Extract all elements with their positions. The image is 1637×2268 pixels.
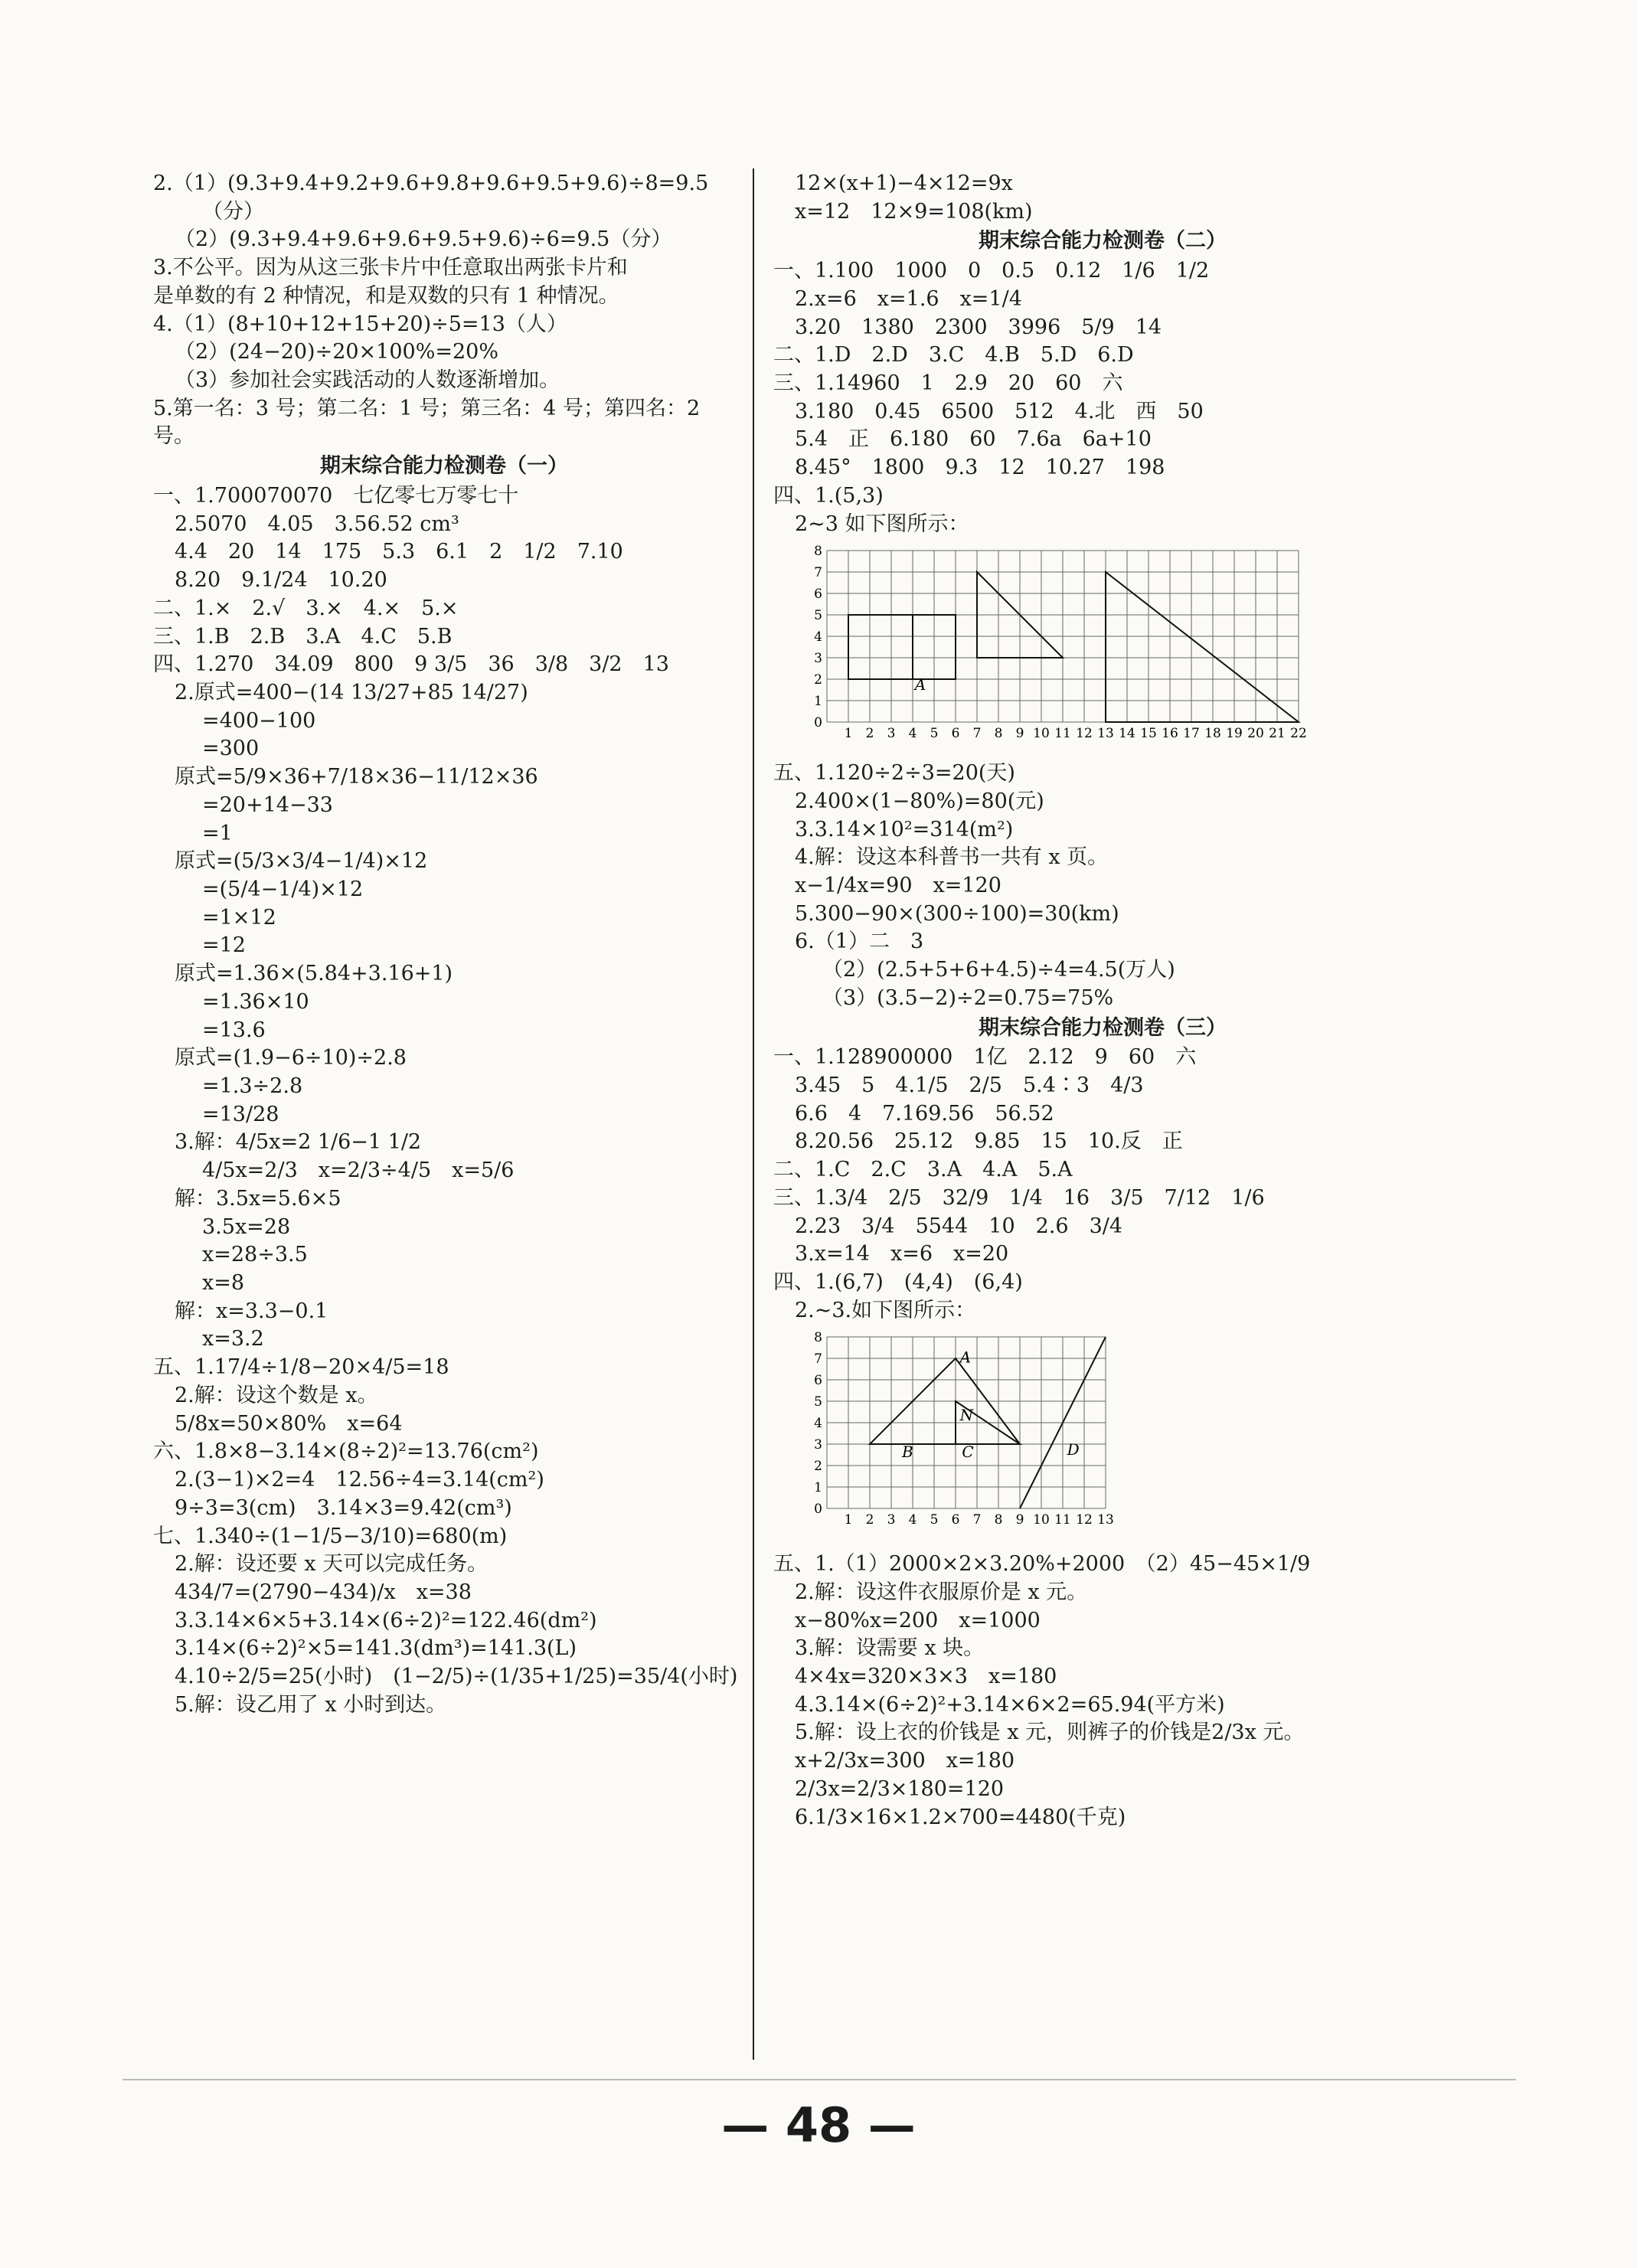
x-tick-label: 6 (951, 726, 960, 742)
answer-line: 3.20 1380 2300 3996 5/9 14 (795, 315, 1162, 339)
answer-line: x−1/4x=90 x=120 (795, 873, 1001, 897)
answer-line: 3.45 5 4.1/5 2/5 5.4∶3 4/3 (795, 1073, 1144, 1097)
answer-line: =13.6 (202, 1018, 266, 1042)
answer-line: 4/5x=2/3 x=2/3÷4/5 x=5/6 (202, 1159, 515, 1183)
point-label: A (914, 675, 926, 694)
answer-line: =20+14−33 (202, 792, 333, 817)
y-tick-label: 3 (814, 1437, 822, 1453)
y-tick-label: 7 (814, 1351, 822, 1368)
answer-line: （3）(3.5−2)÷2=0.75=75% (822, 985, 1114, 1010)
answer-line: 六、1.8×8−3.14×(8÷2)²=13.76(cm²) (153, 1440, 539, 1464)
x-tick-label: 20 (1247, 726, 1264, 742)
answer-line: 五、1.（1）2000×2×3.20%+2000 （2）45−45×1/9 (773, 1552, 1311, 1577)
x-tick-label: 10 (1033, 726, 1050, 742)
y-tick-label: 4 (814, 1416, 822, 1432)
answer-line: 3.3.14×6×5+3.14×(6÷2)²=122.46(dm²) (175, 1608, 597, 1632)
left-column (153, 170, 738, 1720)
answer-line: 5.解：设乙用了 x 小时到达。 (175, 1692, 447, 1717)
y-tick-label: 0 (814, 715, 822, 731)
answer-line: 4.解：设这本科普书一共有 x 页。 (795, 845, 1109, 870)
answer-line: 2.5070 4.05 3.56.52 cm³ (175, 511, 459, 536)
answer-line: 三、1.B 2.B 3.A 4.C 5.B (153, 624, 453, 649)
answer-line: =1.36×10 (202, 989, 309, 1014)
section-title: 期末综合能力检测卷（一） (320, 454, 568, 479)
figure-shape (1106, 572, 1299, 722)
answer-line: x+2/3x=300 x=180 (795, 1749, 1015, 1773)
answer-line: 原式=5/9×36+7/18×36−11/12×36 (175, 765, 538, 789)
answer-line: 四、1.270 34.09 800 9 3/5 36 3/8 3/2 13 (153, 652, 669, 677)
answer-line: 原式=(5/3×3/4−1/4)×12 (175, 849, 428, 874)
answer-line: 2.解：设这件衣服原价是 x 元。 (795, 1580, 1088, 1604)
answer-line: 一、1.700070070 七亿零七万零七十 (153, 483, 519, 508)
answer-line: 2.x=6 x=1.6 x=1/4 (795, 286, 1022, 311)
answer-line: 4.4 20 14 175 5.3 6.1 2 1/2 7.10 (175, 540, 623, 564)
answer-line: 2.解：设还要 x 天可以完成任务。 (175, 1552, 488, 1577)
y-tick-label: 1 (814, 694, 822, 710)
point-label: A (959, 1348, 972, 1368)
answer-line: 3.解：设需要 x 块。 (795, 1636, 985, 1661)
answer-line: 3.x=14 x=6 x=20 (795, 1242, 1009, 1266)
answer-line: 6.1/3×16×1.2×700=4480(千克) (795, 1805, 1126, 1829)
answer-line: 8.45° 1800 9.3 12 10.27 198 (795, 456, 1165, 480)
answer-line: 4.3.14×(6÷2)²+3.14×6×2=65.94(平方米) (795, 1692, 1225, 1717)
answer-line: 原式=1.36×(5.84+3.16+1) (175, 962, 453, 986)
x-tick-label: 3 (887, 1512, 896, 1528)
answer-line: 5.300−90×(300÷100)=30(km) (795, 901, 1119, 926)
answer-line: 二、1.× 2.√ 3.× 4.× 5.× (153, 596, 459, 620)
x-tick-label: 14 (1119, 726, 1135, 742)
x-tick-label: 21 (1269, 726, 1286, 742)
x-tick-label: 7 (972, 1512, 982, 1528)
answer-line: 三、1.3/4 2/5 32/9 1/4 16 3/5 7/12 1/6 (773, 1185, 1265, 1210)
x-tick-label: 13 (1097, 726, 1114, 742)
figure-shape (848, 615, 913, 679)
answer-line: （分） (202, 199, 264, 224)
answer-line: （3）参加社会实践活动的人数逐渐增加。 (175, 368, 560, 393)
coordinate-grid-1 (805, 544, 1341, 745)
y-tick-label: 4 (814, 629, 822, 645)
y-tick-label: 6 (814, 1373, 822, 1389)
y-tick-label: 2 (814, 1459, 822, 1475)
answer-line: x=8 (202, 1271, 245, 1296)
answer-line: =300 (202, 737, 260, 761)
x-tick-label: 16 (1162, 726, 1178, 742)
y-tick-label: 3 (814, 651, 822, 667)
x-tick-label: 15 (1140, 726, 1157, 742)
answer-line: 七、1.340÷(1−1/5−3/10)=680(m) (153, 1524, 508, 1548)
x-tick-label: 2 (865, 726, 874, 742)
section-title: 期末综合能力检测卷（三） (979, 1015, 1227, 1040)
x-tick-label: 13 (1097, 1512, 1114, 1528)
point-label: C (962, 1443, 974, 1462)
answer-line: =1.3÷2.8 (202, 1074, 303, 1098)
answer-line: 二、1.C 2.C 3.A 4.A 5.A (773, 1158, 1073, 1182)
answer-line: 5/8x=50×80% x=64 (175, 1411, 403, 1436)
answer-line: 5.4 正 6.180 60 7.6a 6a+10 (795, 427, 1152, 452)
x-tick-label: 8 (994, 726, 1003, 742)
point-label: D (1067, 1440, 1080, 1459)
answer-line: 6.6 4 7.169.56 56.52 (795, 1101, 1054, 1126)
answer-line: =13/28 (202, 1102, 279, 1126)
answer-line: 是单数的有 2 种情况，和是双数的只有 1 种情况。 (153, 283, 619, 308)
answer-line: 3.解：4/5x=2 1/6−1 1/2 (175, 1130, 422, 1155)
footer-rule (123, 2079, 1516, 2080)
answer-line: 解：x=3.3−0.1 (175, 1299, 328, 1323)
answer-line: 2.~3.如下图所示： (795, 1298, 976, 1322)
y-tick-label: 1 (814, 1480, 822, 1496)
answer-line: 2~3 如下图所示： (795, 511, 969, 536)
x-tick-label: 4 (908, 726, 917, 742)
answer-line: =12 (202, 933, 246, 958)
x-tick-label: 17 (1183, 726, 1200, 742)
point-label: B (902, 1443, 913, 1462)
x-tick-label: 1 (844, 1512, 853, 1528)
section-title: 期末综合能力检测卷（二） (979, 229, 1227, 253)
answer-line: 原式=(1.9−6÷10)÷2.8 (175, 1046, 407, 1070)
x-tick-label: 10 (1033, 1512, 1050, 1528)
answer-line: 3.3.14×10²=314(m²) (795, 817, 1014, 842)
x-tick-label: 9 (1015, 1512, 1024, 1528)
answer-line: 4×4x=320×3×3 x=180 (795, 1665, 1057, 1689)
x-tick-label: 18 (1204, 726, 1221, 742)
answer-line: 一、1.100 1000 0 0.5 0.12 1/6 1/2 (773, 259, 1210, 283)
answer-line: （2）(2.5+5+6+4.5)÷4=4.5(万人) (822, 958, 1175, 982)
point-label: N (959, 1406, 974, 1425)
answer-line: 号。 (153, 424, 194, 449)
x-tick-label: 6 (951, 1512, 960, 1528)
answer-line: 6.（1）二 3 (795, 930, 924, 954)
answer-line: 9÷3=3(cm) 3.14×3=9.42(cm³) (175, 1495, 512, 1520)
answer-line: 3.不公平。因为从这三张卡片中任意取出两张卡片和 (153, 256, 628, 280)
x-tick-label: 4 (908, 1512, 917, 1528)
coordinate-grid-2 (805, 1331, 1127, 1536)
x-tick-label: 3 (887, 726, 896, 742)
answer-line: 5.解：设上衣的价钱是 x 元，则裤子的价钱是2/3x 元。 (795, 1721, 1305, 1745)
x-tick-label: 8 (994, 1512, 1003, 1528)
answer-line: （2）(9.3+9.4+9.6+9.6+9.5+9.6)÷6=9.5（分） (175, 227, 672, 252)
answer-line: =400−100 (202, 708, 316, 733)
answer-line: 4.10÷2/5=25(小时) (1−2/5)÷(1/35+1/25)=35/4(小时) (175, 1665, 738, 1689)
answer-line: 2/3x=2/3×180=120 (795, 1776, 1005, 1801)
x-tick-label: 12 (1076, 726, 1093, 742)
answer-line: 2.原式=400−(14 13/27+85 14/27) (175, 680, 528, 704)
x-tick-label: 22 (1290, 726, 1307, 742)
answer-line: 3.5x=28 (202, 1214, 291, 1239)
y-tick-label: 8 (814, 1331, 822, 1346)
x-tick-label: 7 (972, 726, 982, 742)
x-tick-label: 9 (1015, 726, 1024, 742)
x-tick-label: 11 (1054, 726, 1071, 742)
y-tick-label: 0 (814, 1502, 822, 1518)
answer-line: 四、1.(6,7) (4,4) (6,4) (773, 1270, 1023, 1294)
answer-line: x−80%x=200 x=1000 (795, 1608, 1041, 1632)
x-tick-label: 11 (1054, 1512, 1071, 1528)
y-tick-label: 5 (814, 608, 822, 624)
answer-line: x=28÷3.5 (202, 1243, 308, 1267)
column-divider (753, 168, 754, 2060)
y-tick-label: 5 (814, 1394, 822, 1410)
answer-line: 三、1.14960 1 2.9 20 60 六 (773, 371, 1123, 396)
answer-line: 434/7=(2790−434)/x x=38 (175, 1580, 472, 1604)
y-tick-label: 8 (814, 544, 822, 560)
answer-line: 2.(3−1)×2=4 12.56÷4=3.14(cm²) (175, 1468, 544, 1492)
answer-line: 2.23 3/4 5544 10 2.6 3/4 (795, 1214, 1123, 1238)
y-tick-label: 7 (814, 565, 822, 581)
page-number: — 48 — (721, 2097, 916, 2153)
answer-line: =1×12 (202, 905, 276, 930)
x-tick-label: 12 (1076, 1512, 1093, 1528)
answer-line: 3.180 0.45 6500 512 4.北 西 50 (795, 399, 1204, 423)
y-tick-label: 2 (814, 672, 822, 688)
answer-line: =(5/4−1/4)×12 (202, 877, 364, 901)
answer-line: 8.20 9.1/24 10.20 (175, 568, 387, 593)
x-tick-label: 5 (930, 1512, 939, 1528)
answer-line: 12×(x+1)−4×12=9x (795, 172, 1013, 195)
answer-line: 二、1.D 2.D 3.C 4.B 5.D 6.D (773, 343, 1134, 368)
answer-line: （2）(24−20)÷20×100%=20% (175, 340, 499, 364)
x-tick-label: 5 (930, 726, 939, 742)
right-column (773, 170, 1432, 1832)
answer-line: 5.第一名：3 号；第二名：1 号；第三名：4 号；第四名：2 (153, 396, 701, 420)
x-tick-label: 1 (844, 726, 853, 742)
answer-line: 四、1.(5,3) (773, 483, 884, 508)
answer-line: 五、1.120÷2÷3=20(天) (773, 761, 1015, 786)
x-tick-label: 2 (865, 1512, 874, 1528)
answer-line: 3.14×(6÷2)²×5=141.3(dm³)=141.3(L) (175, 1636, 577, 1661)
y-tick-label: 6 (814, 587, 822, 603)
answer-line: 2.解：设这个数是 x。 (175, 1383, 378, 1407)
answer-line: 解：3.5x=5.6×5 (175, 1186, 341, 1211)
answer-line: x=3.2 (202, 1327, 264, 1351)
answer-line: 2.400×(1−80%)=80(元) (795, 789, 1044, 813)
answer-line: x=12 12×9=108(km) (795, 199, 1033, 224)
answer-line: 8.20.56 25.12 9.85 15 10.反 正 (795, 1129, 1183, 1154)
answer-line: 2.（1）(9.3+9.4+9.2+9.6+9.8+9.6+9.5+9.6)÷8=9.5 (153, 172, 709, 195)
answer-line: 五、1.17/4÷1/8−20×4/5=18 (153, 1355, 449, 1380)
x-tick-label: 19 (1226, 726, 1243, 742)
answer-line: 4.（1）(8+10+12+15+20)÷5=13（人） (153, 312, 567, 336)
answer-line: 一、1.128900000 1亿 2.12 9 60 六 (773, 1045, 1197, 1070)
answer-line: =1 (202, 821, 233, 845)
